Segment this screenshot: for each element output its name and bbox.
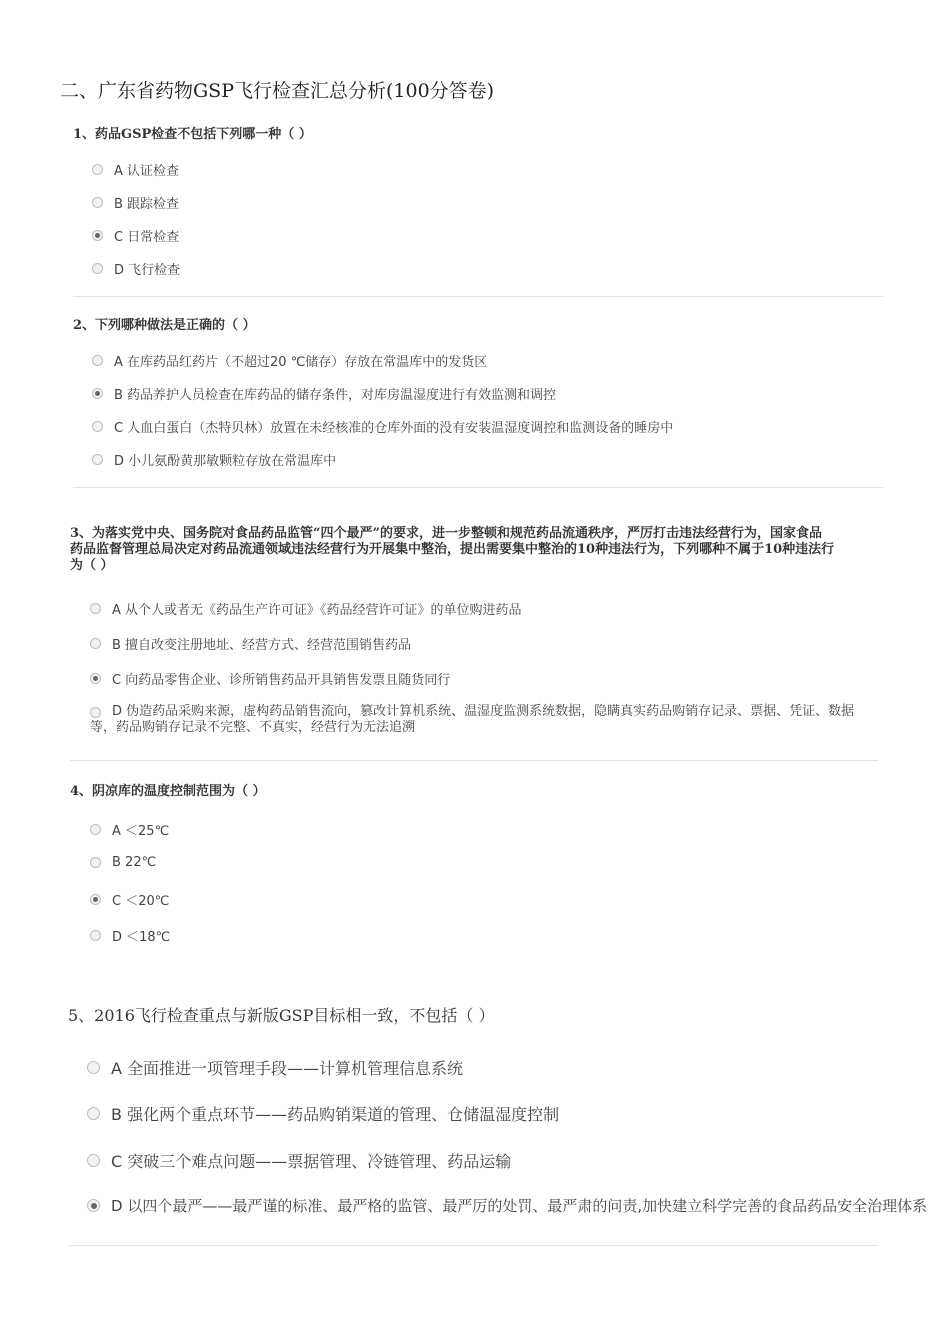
option-label: D ＜18℃ (112, 930, 171, 945)
divider (73, 296, 883, 297)
q3-option-a[interactable] (90, 599, 522, 618)
radio-button[interactable] (92, 421, 103, 432)
q2-option-b[interactable] (92, 384, 556, 403)
radio-button[interactable] (90, 707, 101, 718)
option-label: A 从个人或者无《药品生产许可证》《药品经营许可证》的单位购进药品 (112, 603, 522, 618)
q1-option-d[interactable] (92, 259, 180, 278)
option-label: C ＜20℃ (112, 894, 170, 909)
q3-option-d[interactable] (90, 704, 854, 736)
question-5-title: 5、2016飞行检查重点与新版GSP目标相一致，不包括（ ） (68, 1006, 495, 1025)
question-1-title: 1、药品GSP检查不包括下列哪一种（ ） (73, 127, 312, 142)
question-2-title: 2、下列哪种做法是正确的（ ） (73, 318, 256, 333)
q2-option-c[interactable] (92, 417, 673, 436)
radio-button-selected[interactable] (92, 388, 103, 399)
radio-button[interactable] (92, 164, 103, 175)
radio-button[interactable] (90, 824, 101, 835)
radio-button[interactable] (87, 1154, 100, 1167)
q5-option-d[interactable] (87, 1195, 927, 1216)
q2-option-d[interactable] (92, 450, 336, 469)
radio-button[interactable] (92, 454, 103, 465)
radio-button[interactable] (90, 638, 101, 649)
option-label: B 擅自改变注册地址、经营方式、经营范围销售药品 (112, 638, 412, 653)
option-label-continued: 等，药品购销存记录不完整、不真实，经营行为无法追溯 (90, 720, 416, 735)
q4-option-b[interactable] (90, 855, 156, 870)
divider (70, 760, 878, 761)
q5-option-a[interactable] (87, 1056, 463, 1079)
option-label: C 人血白蛋白（杰特贝林）放置在未经核准的仓库外面的没有安装温湿度调控和监测设备的睡房中 (114, 421, 674, 436)
radio-button[interactable] (87, 1107, 100, 1120)
q5-option-c[interactable] (87, 1149, 511, 1172)
option-label: A ＜25℃ (112, 824, 170, 839)
q5-option-b[interactable] (87, 1102, 559, 1125)
option-label: C 突破三个难点问题——票据管理、冷链管理、药品运输 (111, 1152, 512, 1171)
option-label: A 在库药品红药片（不超过20 ℃储存）存放在常温库中的发货区 (114, 355, 488, 370)
q1-option-b[interactable] (92, 193, 179, 212)
radio-button[interactable] (90, 857, 101, 868)
radio-button-selected[interactable] (92, 230, 103, 241)
option-label: A 全面推进一项管理手段——计算机管理信息系统 (111, 1059, 464, 1078)
question-3-title: 3、为落实党中央、国务院对食品药品监管“四个最严”的要求，进一步整顿和规范药品流通秩序，严厉打击违法经营行为，国家食品 药品监督管理总局决定对药品流通领域违法经营行为开展集中整治，提出需要集中整治的10种违法行为，下列哪种不属于10种违法行 为（ ） (70, 526, 835, 573)
radio-button[interactable] (90, 603, 101, 614)
radio-button[interactable] (92, 355, 103, 366)
option-label: D 小儿氨酚黄那敏颗粒存放在常温库中 (114, 454, 337, 469)
radio-button[interactable] (92, 197, 103, 208)
option-label: B 22℃ (112, 855, 157, 870)
radio-button[interactable] (87, 1061, 100, 1074)
radio-button-selected[interactable] (87, 1199, 100, 1212)
radio-button[interactable] (92, 263, 103, 274)
option-label: C 日常检查 (114, 230, 180, 245)
option-label: D 伪造药品采购来源，虚构药品销售流向，篡改计算机系统、温湿度监测系统数据，隐瞒真实药品购销存记录、票据、凭证、数据 (112, 704, 855, 719)
option-label: D 飞行检查 (114, 263, 181, 278)
radio-button-selected[interactable] (90, 673, 101, 684)
q3-option-c[interactable] (90, 669, 450, 688)
option-label: B 药品养护人员检查在库药品的储存条件，对库房温湿度进行有效监测和调控 (114, 388, 557, 403)
q4-option-a[interactable] (90, 820, 169, 839)
q1-option-c[interactable] (92, 226, 179, 245)
option-label: C 向药品零售企业、诊所销售药品开具销售发票且随货同行 (112, 673, 451, 688)
radio-button-selected[interactable] (90, 894, 101, 905)
option-label: B 强化两个重点环节——药品购销渠道的管理、仓储温湿度控制 (111, 1105, 560, 1124)
option-label: D 以四个最严——最严谨的标准、最严格的监管、最严厉的处罚、最严肃的问责,加快建立科学完善的食品药品安全治理体系 (111, 1197, 928, 1215)
q4-option-d[interactable] (90, 926, 170, 945)
divider (68, 1245, 878, 1246)
q1-option-a[interactable] (92, 160, 179, 179)
question-4-title: 4、阴凉库的温度控制范围为（ ） (70, 784, 266, 799)
page-title: 二、广东省药物GSP飞行检查汇总分析(100分答卷) (60, 80, 495, 102)
q2-option-a[interactable] (92, 351, 487, 370)
q3-option-b[interactable] (90, 634, 411, 653)
q4-option-c[interactable] (90, 890, 169, 909)
option-label: B 跟踪检查 (114, 197, 180, 212)
option-label: A 认证检查 (114, 164, 180, 179)
divider (73, 487, 883, 488)
radio-button[interactable] (90, 930, 101, 941)
